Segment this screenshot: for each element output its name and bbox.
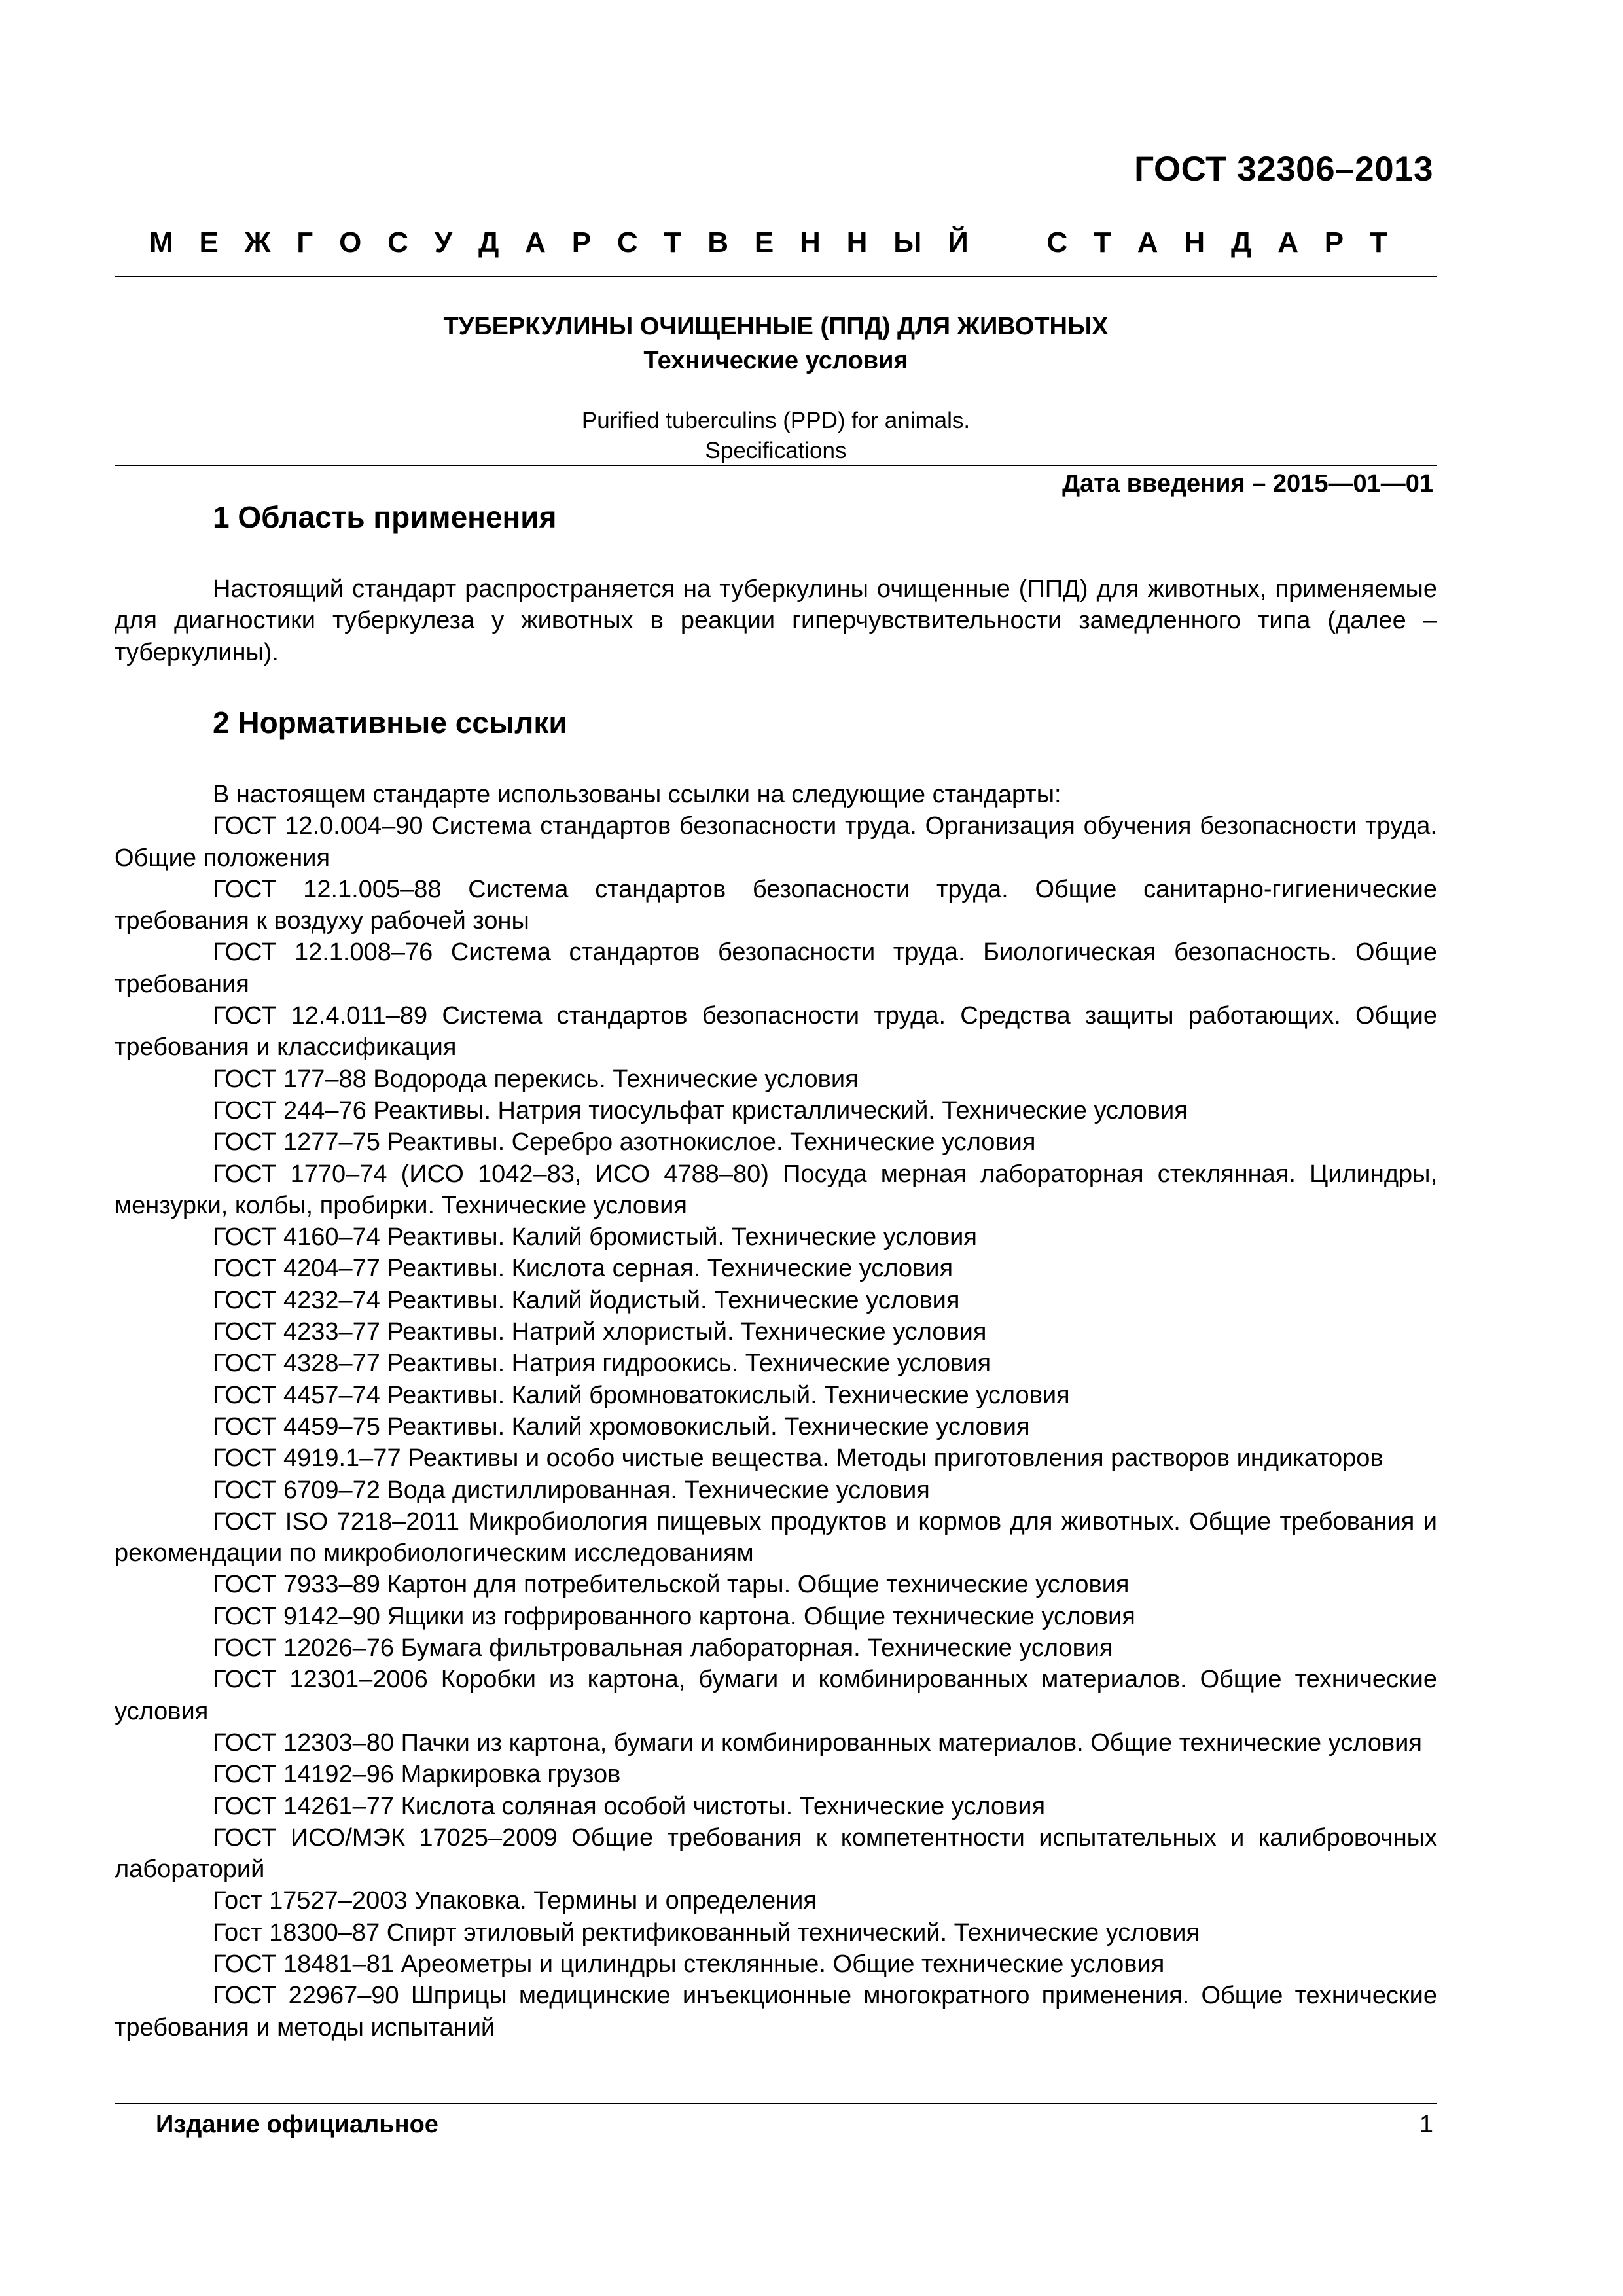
reference-item: ГОСТ ISO 7218–2011 Микробиология пищевых продуктов и кормов для животных. Общие требования и рекомендации по микробиологическим исследованиям [115, 1507, 1437, 1568]
section-1-body [115, 573, 1437, 668]
reference-item: ГОСТ 22967–90 Шприцы медицинские инъекционные многократного применения. Общие технические требования и методы испытаний [115, 1982, 1437, 2041]
banner-letter: А [525, 226, 546, 259]
reference-item: ГОСТ 4160–74 Реактивы. Калий бромистый. Технические условия [213, 1223, 977, 1251]
banner-letter: Г [296, 226, 313, 259]
banner-letter: Д [478, 226, 499, 259]
english-title [115, 406, 1437, 466]
introduction-date: Дата введения – 2015—01—01 [1062, 470, 1433, 497]
banner-letter: Р [571, 226, 592, 259]
banner-letter: Д [1231, 226, 1252, 259]
banner-letter: Ы [893, 226, 922, 259]
reference-item: ГОСТ 4232–74 Реактивы. Калий йодистый. Технические условия [213, 1286, 960, 1314]
reference-item: ГОСТ 12.1.008–76 Система стандартов безопасности труда. Биологическая безопасность. Общие требования [115, 939, 1437, 998]
reference-item: Гост 17527–2003 Упаковка. Термины и определения [213, 1887, 817, 1915]
reference-item: ГОСТ 1277–75 Реактивы. Серебро азотнокислое. Технические условия [213, 1128, 1036, 1157]
banner-letter: С [387, 226, 408, 259]
reference-item: ГОСТ 12.1.005–88 Система стандартов безопасности труда. Общие санитарно-гигиенические требования к воздуху рабочей зоны [115, 875, 1437, 935]
banner-word-gap [995, 226, 1021, 259]
title-rule [115, 465, 1437, 466]
footer-rule [115, 2103, 1437, 2104]
document-title [115, 310, 1437, 378]
reference-item: ГОСТ 1770–74 (ИСО 1042–83, ИСО 4788–80) Посуда мерная лабораторная стеклянная. Цилиндры, мензурки, колбы, пробирки. Технические условия [115, 1160, 1437, 1219]
title-sub: Технические условия [643, 347, 908, 374]
page-number: 1 [1419, 2111, 1433, 2138]
header-rule [115, 276, 1437, 277]
interstate-standard-banner [149, 226, 1387, 259]
reference-item: ГОСТ 12.4.011–89 Система стандартов безопасности труда. Средства защиты работающих. Общие требования и классификация [115, 1002, 1437, 1062]
reference-item: ГОСТ 4457–74 Реактивы. Калий бромноватокислый. Технические условия [213, 1381, 1070, 1409]
banner-letter: О [339, 226, 362, 259]
banner-letter: Й [948, 226, 969, 259]
references-list [115, 810, 1437, 2043]
banner-letter: Е [754, 226, 774, 259]
banner-letter: А [1277, 226, 1298, 259]
reference-item: ГОСТ 4204–77 Реактивы. Кислота серная. Технические условия [213, 1255, 954, 1283]
reference-item: ГОСТ 12026–76 Бумага фильтровальная лабораторная. Технические условия [213, 1634, 1113, 1662]
banner-letter: Т [1094, 226, 1111, 259]
banner-letter: В [707, 226, 729, 259]
reference-item: ГОСТ 6709–72 Вода дистиллированная. Технические условия [213, 1476, 930, 1504]
english-title-line1: Purified tuberculins (PPD) for animals. [581, 408, 971, 433]
gost-number: ГОСТ 32306–2013 [1134, 150, 1433, 188]
section-2-heading: 2 Нормативные ссылки [213, 706, 567, 740]
reference-item: ГОСТ 9142–90 Ящики из гофрированного картона. Общие технические условия [213, 1602, 1135, 1630]
reference-item: ГОСТ 4233–77 Реактивы. Натрий хлористый. Технические условия [213, 1318, 987, 1346]
banner-letter: Р [1324, 226, 1344, 259]
banner-letter: Е [199, 226, 219, 259]
section-1-heading: 1 Область применения [213, 500, 557, 534]
reference-item: ГОСТ 177–88 Водорода перекись. Технические условия [213, 1065, 859, 1093]
banner-letter: А [1137, 226, 1158, 259]
official-edition-label: Издание официальное [156, 2111, 438, 2138]
banner-letter: Т [1369, 226, 1387, 259]
banner-letter: У [434, 226, 453, 259]
banner-letter: Ж [244, 226, 271, 259]
reference-item: Гост 18300–87 Спирт этиловый ректификованный технический. Технические условия [213, 1918, 1200, 1946]
english-title-line2: Specifications [705, 438, 847, 463]
section-1-paragraph: Настоящий стандарт распространяется на туберкулины очищенные (ППД) для животных, применяемые для диагностики туберкулеза у животных в реакции гиперчувствительности замедленного типа (далее – туберкулины). [115, 575, 1437, 666]
reference-item: ГОСТ 12303–80 Пачки из картона, бумаги и комбинированных материалов. Общие технические условия [213, 1729, 1422, 1757]
reference-item: ГОСТ 4919.1–77 Реактивы и особо чистые вещества. Методы приготовления растворов индикаторов [213, 1444, 1383, 1473]
reference-item: ГОСТ 4459–75 Реактивы. Калий хромовокислый. Технические условия [213, 1412, 1030, 1441]
banner-letter: Н [1184, 226, 1205, 259]
banner-letter: Т [664, 226, 682, 259]
reference-item: ГОСТ 14261–77 Кислота соляная особой чистоты. Технические условия [213, 1792, 1046, 1820]
banner-letter: Н [800, 226, 821, 259]
reference-item: ГОСТ 14192–96 Маркировка грузов [213, 1761, 621, 1789]
reference-item: ГОСТ 7933–89 Картон для потребительской тары. Общие технические условия [213, 1571, 1130, 1599]
reference-item: ГОСТ 12.0.004–90 Система стандартов безопасности труда. Организация обучения безопасности труда. Общие положения [115, 812, 1437, 872]
reference-item: ГОСТ 4328–77 Реактивы. Натрия гидроокись. Технические условия [213, 1350, 991, 1378]
section-2-intro: В настоящем стандарте использованы ссылки на следующие стандарты: [213, 781, 1061, 808]
reference-item: ГОСТ 12301–2006 Коробки из картона, бумаги и комбинированных материалов. Общие технические условия [115, 1666, 1437, 1725]
reference-item: ГОСТ 244–76 Реактивы. Натрия тиосульфат кристаллический. Технические условия [213, 1096, 1188, 1124]
banner-letter: Н [846, 226, 868, 259]
title-main: ТУБЕРКУЛИНЫ ОЧИЩЕННЫЕ (ППД) ДЛЯ ЖИВОТНЫХ [443, 313, 1109, 340]
reference-item: ГОСТ ИСО/МЭК 17025–2009 Общие требования к компетентности испытательных и калибровочных лабораторий [115, 1823, 1437, 1884]
banner-letter: С [616, 226, 638, 259]
banner-letter: С [1046, 226, 1068, 259]
banner-letter: М [149, 226, 173, 259]
reference-item: ГОСТ 18481–81 Ареометры и цилиндры стеклянные. Общие технические условия [213, 1950, 1165, 1978]
section-2-body [115, 779, 1437, 2043]
